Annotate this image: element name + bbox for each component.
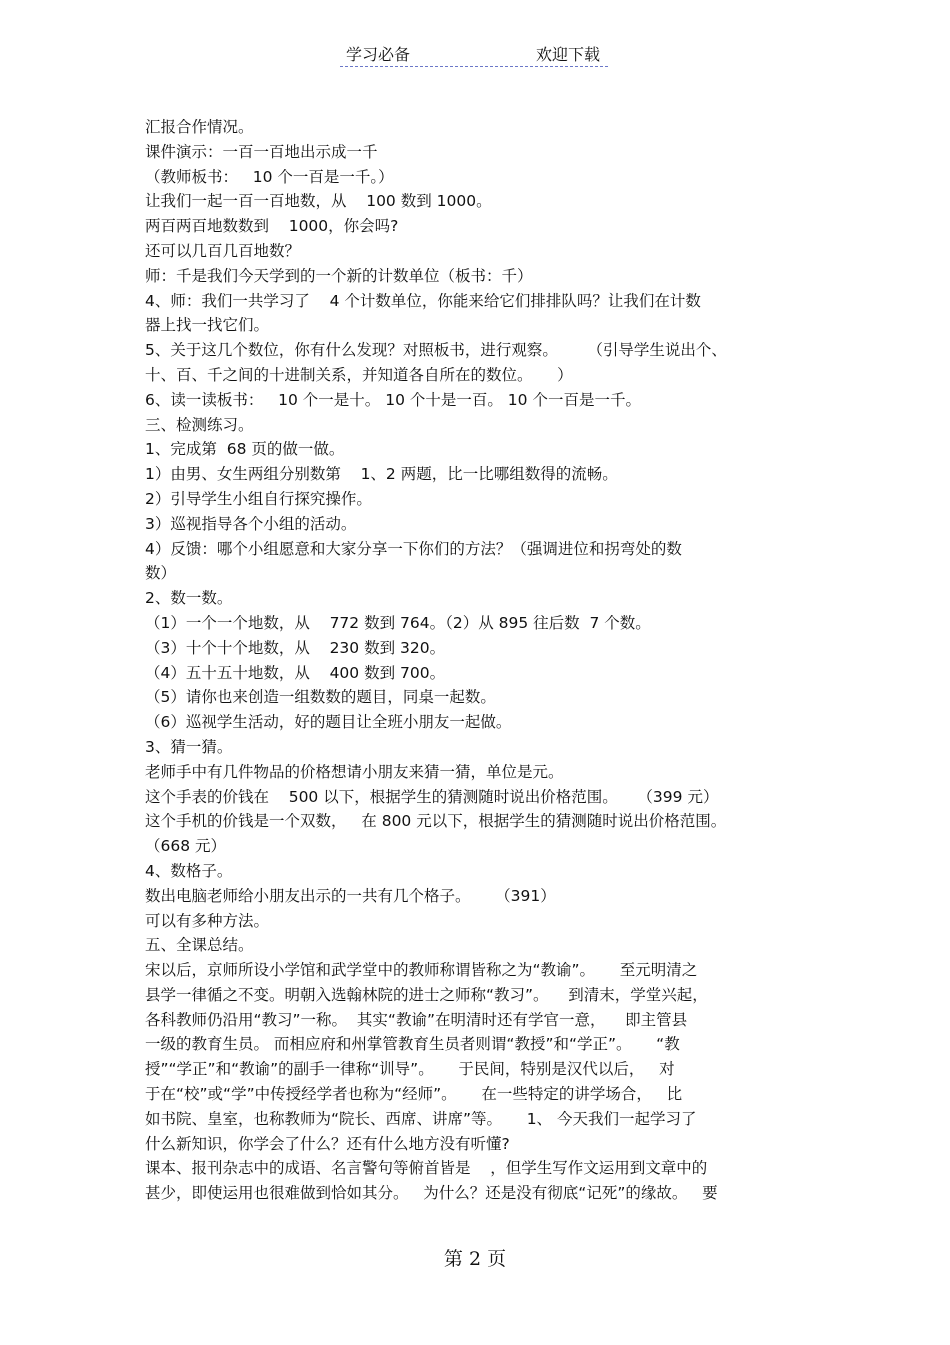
text-line: 3、猜一猜。 xyxy=(145,737,233,756)
text-line: 课本、报刊杂志中的成语、名言警句等俯首皆是 ，但学生写作文运用到文章中的 xyxy=(145,1159,708,1178)
text-line: 什么新知识，你学会了什么？还有什么地方没有听懂? xyxy=(145,1134,510,1153)
text-line: 县学一律循之不变。明朝入选翰林院的进士之师称“教习”。 到清末，学堂兴起， xyxy=(145,985,708,1004)
text-line: 汇报合作情况。 xyxy=(145,118,254,136)
text-line: 6、读一读板书： 10 个一是十。 10 个十是一百。 10 个一百是一千。 xyxy=(145,390,641,409)
text-line: 十、百、千之间的十进制关系，并知道各自所在的数位。 ） xyxy=(145,365,573,384)
header-right-text: 欢迎下载 xyxy=(535,45,600,64)
text-line: 4）反馈：哪个小组愿意和大家分享一下你们的方法？（强调进位和拐弯处的数 xyxy=(145,539,682,558)
text-line: 3）巡视指导各个小组的活动。 xyxy=(145,514,357,533)
text-line: 于在“校”或“学”中传授经学者也称为“经师”。 在一些特定的讲学场合， 比 xyxy=(145,1085,683,1104)
text-line: 1）由男、女生两组分别数第 1、2 两题，比一比哪组数得的流畅。 xyxy=(145,465,618,484)
header-left-text: 学习必备 xyxy=(346,45,411,64)
page-number: 第 2 页 xyxy=(443,1248,507,1270)
text-line: （6）巡视学生活动，好的题目让全班小朋友一起做。 xyxy=(145,713,512,732)
text-line: 课件演示：一百一百地出示成一千 xyxy=(145,142,378,161)
text-line: （5）请你也来创造一组数数的题目，同桌一起数。 xyxy=(145,688,496,707)
text-line: 这个手表的价钱在 500 以下，根据学生的猜测随时说出价格范围。 （399 元） xyxy=(145,787,719,806)
text-line: 让我们一起一百一百地数，从 100 数到 1000。 xyxy=(145,192,492,211)
text-line: （1）一个一个地数，从 772 数到 764。（2）从 895 往后数 7 个数。 xyxy=(145,613,651,632)
text-line: （教师板书： 10 个一百是一千。） xyxy=(145,167,394,186)
text-line: 一级的教育生员。 而相应府和州掌管教育生员者则谓“教授”和“学正”。 “教 xyxy=(145,1035,680,1054)
text-line: 两百两百地数数到 1000，你会吗? xyxy=(145,217,399,236)
text-line: 数） xyxy=(145,564,177,583)
text-line: 授”“学正”和“教谕”的副手一律称“训导”。 于民间，特别是汉代以后， 对 xyxy=(145,1060,675,1079)
text-line: 4、师：我们一共学习了 4 个计数单位，你能来给它们排排队吗？让我们在计数 xyxy=(145,291,701,310)
page-header xyxy=(340,40,608,67)
text-line: 可以有多种方法。 xyxy=(145,911,270,930)
text-line: 这个手机的价钱是一个双数， 在 800 元以下，根据学生的猜测随时说出价格范围。 xyxy=(145,812,727,831)
text-line: 甚少，即使运用也很难做到恰如其分。 为什么？还是没有彻底“记死”的缘故。 要 xyxy=(145,1184,718,1203)
text-line: 如书院、皇室，也称教师为“院长、西席、讲席”等。 1、 今天我们一起学习了 xyxy=(145,1109,697,1128)
text-line: 师：千是我们今天学到的一个新的计数单位（板书：千） xyxy=(145,266,533,285)
text-line: 5、关于这几个数位，你有什么发现？对照板书，进行观察。 （引导学生说出个、 xyxy=(145,341,727,360)
text-line: 五、全课总结。 xyxy=(145,936,254,955)
document-body xyxy=(145,115,810,1206)
text-line: 数出电脑老师给小朋友出示的一共有几个格子。 （391） xyxy=(145,886,556,905)
text-line: 各科教师仍沿用“教习”一称。 其实“教谕”在明清时还有学官一意， 即主管县 xyxy=(145,1010,688,1029)
text-line: 4、数格子。 xyxy=(145,861,233,880)
text-line: （668 元） xyxy=(145,837,227,856)
text-line: 宋以后，京师所设小学馆和武学堂中的教师称谓皆称之为“教谕”。 至元明清之 xyxy=(145,961,698,980)
text-line: 三、检测练习。 xyxy=(145,415,254,434)
text-line: 2）引导学生小组自行探究操作。 xyxy=(145,489,372,508)
text-line: 器上找一找它们。 xyxy=(145,316,270,335)
text-line: （3）十个十个地数，从 230 数到 320。 xyxy=(145,638,446,657)
text-line: 1、完成第 68 页的做一做。 xyxy=(145,440,345,459)
text-line: 老师手中有几件物品的价格想请小朋友来猜一猜，单位是元。 xyxy=(145,762,564,781)
text-line: 还可以几百几百地数？ xyxy=(145,241,301,260)
text-line: 2、数一数。 xyxy=(145,589,233,608)
text-line: （4）五十五十地数，从 400 数到 700。 xyxy=(145,663,446,682)
